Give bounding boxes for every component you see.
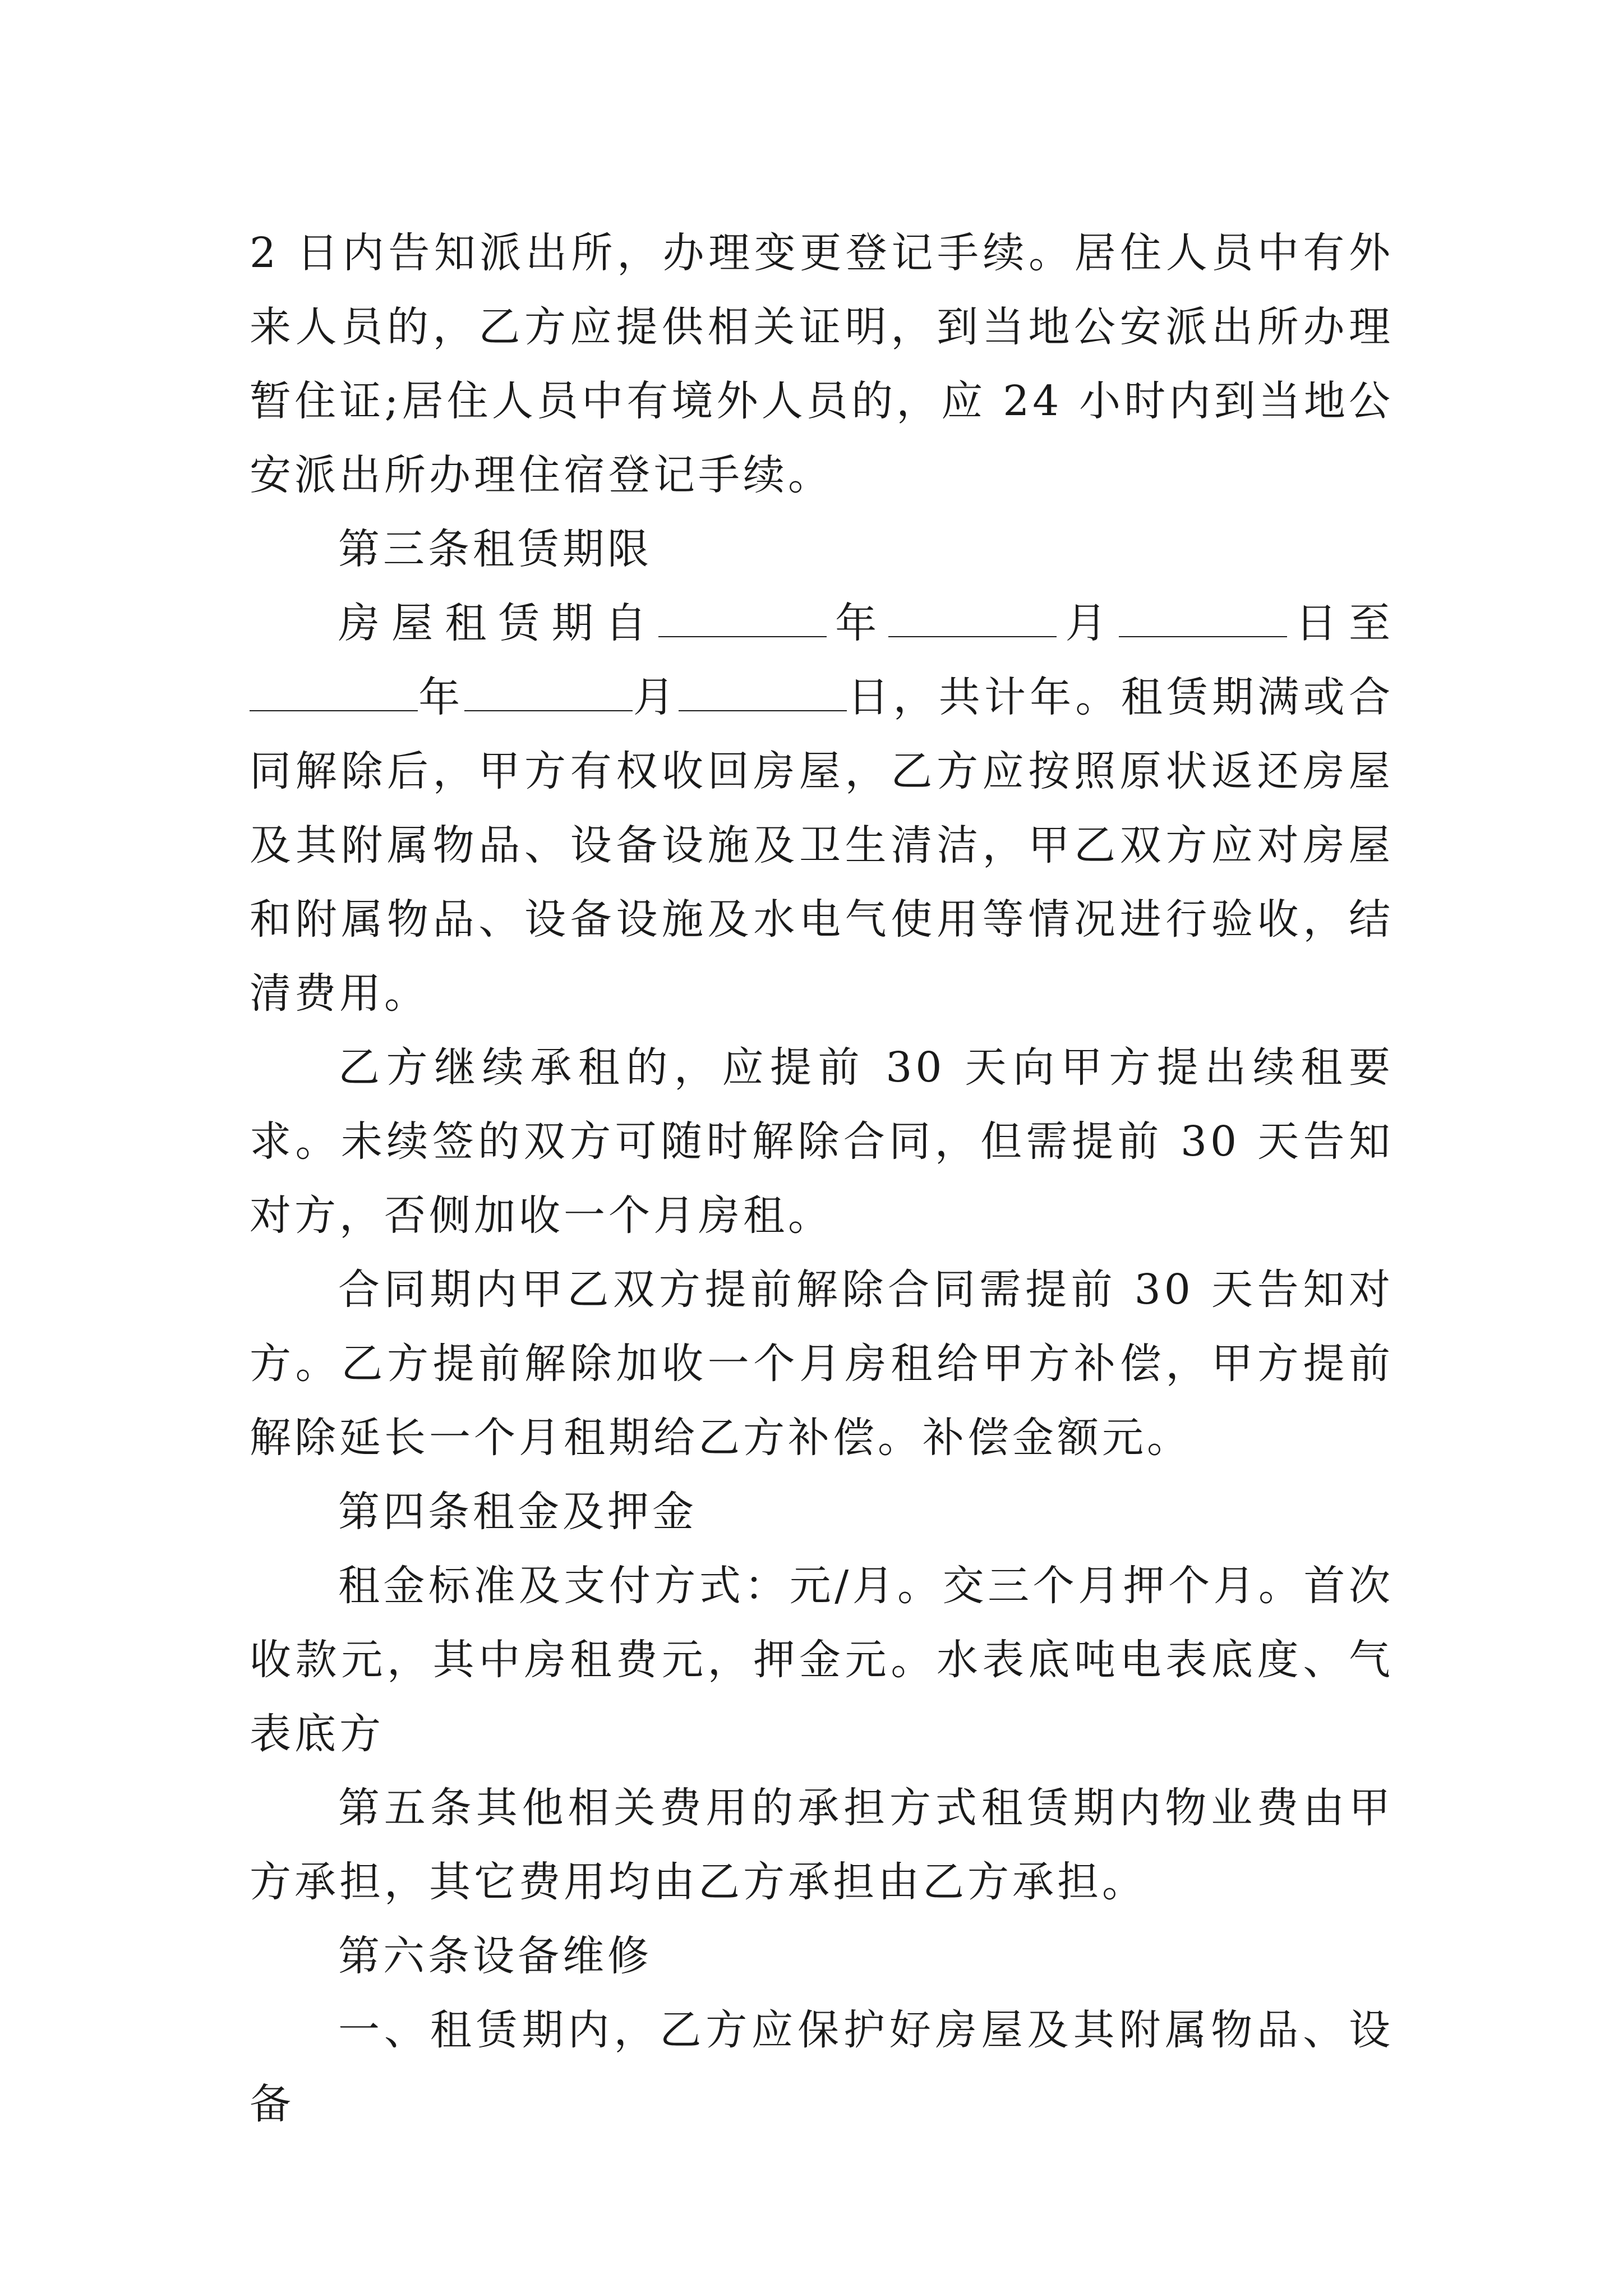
lease-term-text-6: 月 (632, 673, 679, 721)
renewal-paragraph: 乙方继续承租的，应提前 30 天向甲方提出续租要求。未续签的双方可随时解除合同，但需提前 30 天告知对方，否侧加收一个月房租。 (250, 1043, 1394, 1240)
lease-term-paragraph (250, 586, 1394, 1030)
lease-term-text-4: 日至 (1287, 599, 1394, 647)
article-3-heading: 第三条租赁期限 (338, 525, 652, 573)
fill-in-blank (250, 677, 418, 711)
fill-in-blank (1119, 602, 1287, 637)
article-6-heading: 第六条设备维修 (338, 1932, 652, 1980)
lease-term-text-2: 年 (827, 599, 889, 647)
lease-term-text-7: 日，共计年。租赁期满或合同解除后，甲方有权收回房屋，乙方应按照原状返还房屋及其附属物品、设备设施及卫生清洁，甲乙双方应对房屋和附属物品、设备设施及水电气使用等情况进行验收，结清费用。 (250, 673, 1394, 1018)
lease-term-text-3: 月 (1057, 599, 1119, 647)
maintenance-paragraph: 一、租赁期内，乙方应保护好房屋及其附属物品、设备 (250, 2006, 1394, 2128)
article-5-paragraph: 第五条其他相关费用的承担方式租赁期内物业费由甲方承担，其它费用均由乙方承担由乙方承担。 (250, 1784, 1394, 1906)
lease-term-text-1: 房屋租赁期自 (338, 599, 658, 647)
article-4-heading: 第四条租金及押金 (338, 1488, 697, 1536)
early-termination-paragraph: 合同期内甲乙双方提前解除合同需提前 30 天告知对方。乙方提前解除加收一个月房租给甲方补偿，甲方提前解除延长一个月租期给乙方补偿。补偿金额元。 (250, 1266, 1394, 1462)
fill-in-blank (679, 677, 847, 711)
intro-paragraph: 2 日内告知派出所，办理变更登记手续。居住人员中有外来人员的，乙方应提供相关证明，到当地公安派出所办理暂住证;居住人员中有境外人员的，应 24 小时内到当地公安派出所办理住宿登记手续。 (250, 229, 1394, 499)
fill-in-blank (658, 602, 827, 637)
fill-in-blank (464, 677, 633, 711)
fill-in-blank (888, 602, 1057, 637)
document-body (250, 216, 1394, 2141)
rent-paragraph: 租金标准及支付方式：元/月。交三个月押个月。首次收款元，其中房租费元，押金元。水表底吨电表底度、气表底方 (250, 1562, 1394, 1758)
lease-term-text-5: 年 (418, 673, 464, 721)
